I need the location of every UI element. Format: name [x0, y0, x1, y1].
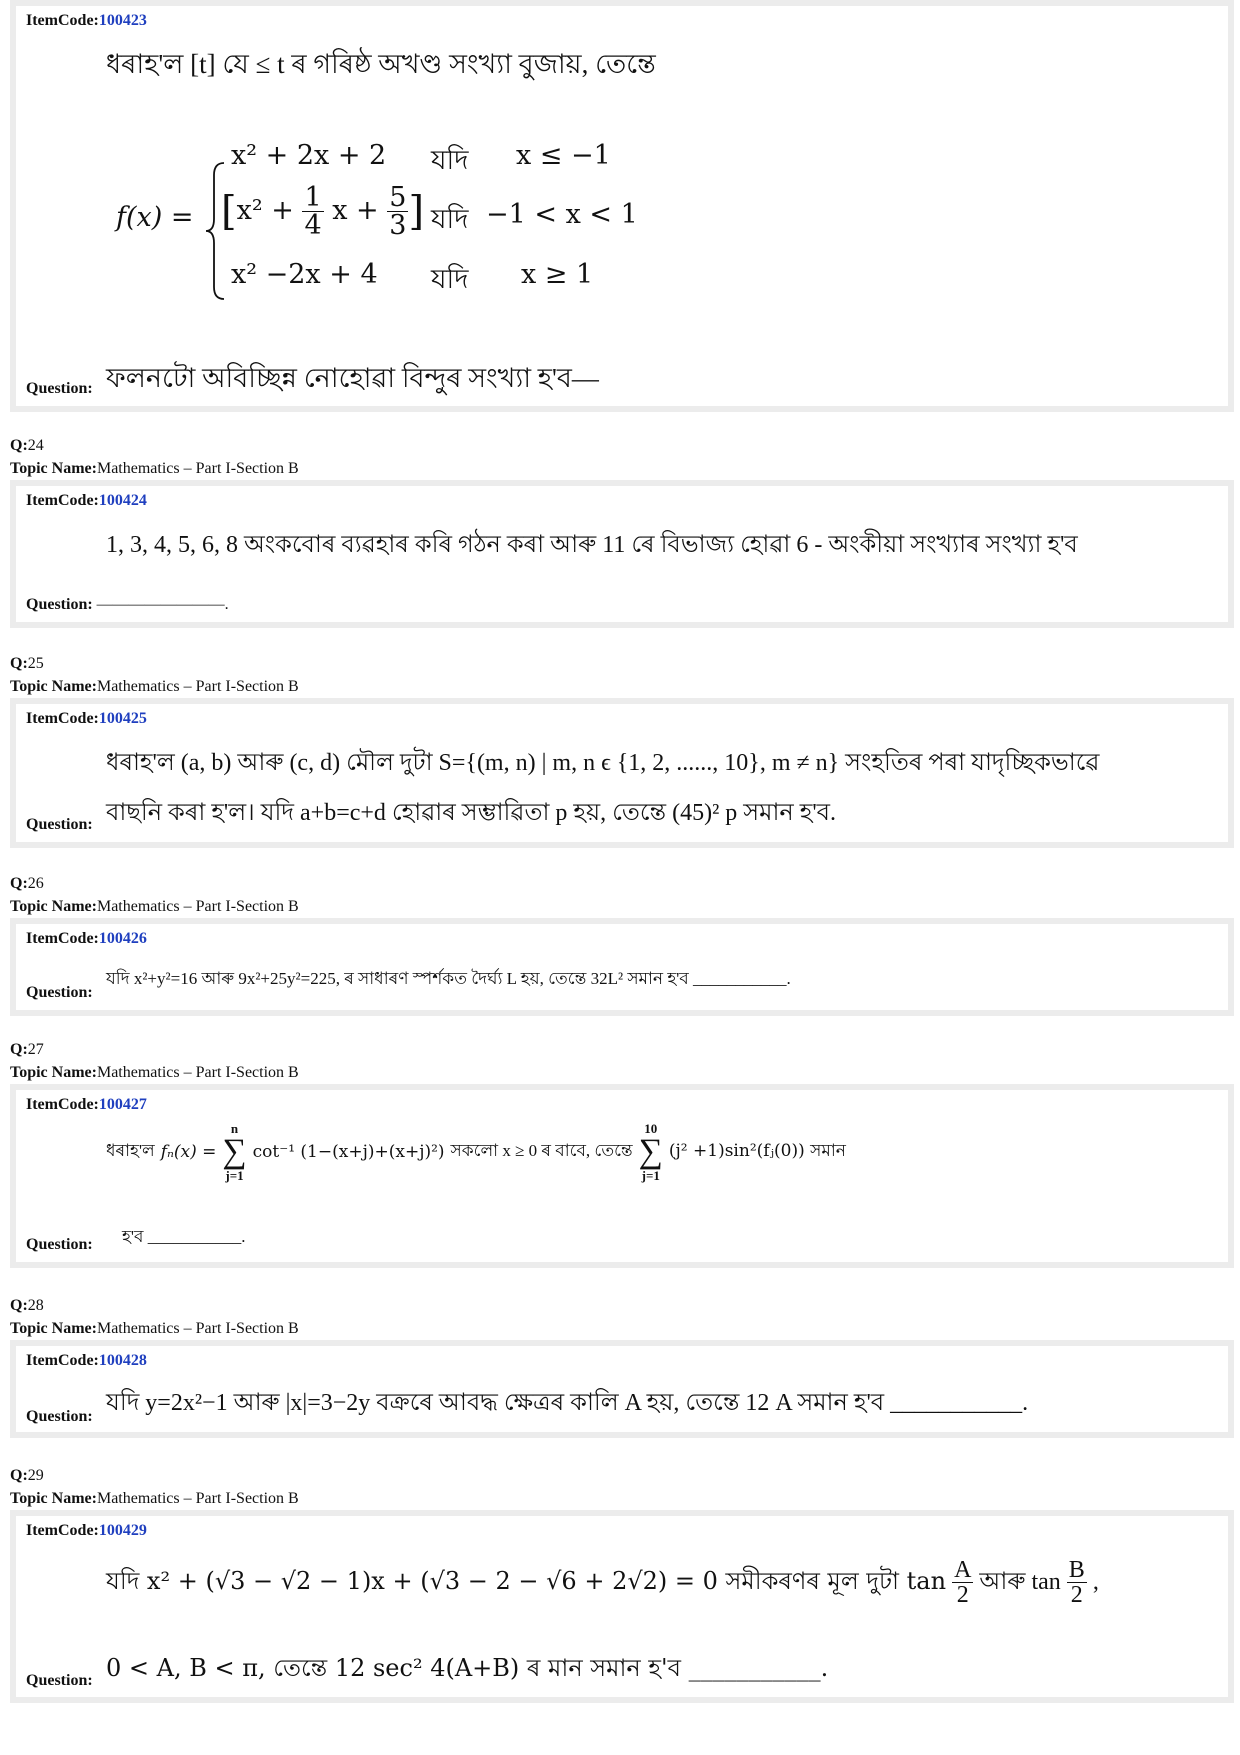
question-number: Q:26 [10, 875, 44, 892]
summation-2 [639, 1122, 663, 1182]
case-2-condition: −1 < x < 1 [486, 199, 638, 230]
question-text-line-1: ধৰাহ'ল (a, b) আৰু (c, d) মৌল দুটা S={(m, n) | m, n ϵ {1, 2, ......, 10}, m ≠ n} সংহতিৰ পৰা যাদৃচ্ছিকভাৱে [106, 750, 1100, 776]
frac-den: 3 [389, 210, 407, 241]
question-card-100426 [10, 918, 1234, 1016]
question-label: Question: ————————. [26, 596, 229, 613]
sigma-symbol: ∑ [222, 1133, 247, 1170]
question-text-line-2: 0 < A, B < π, তেন্তে 12 sec² 4(A+B) ৰ মান সমান হ'ব ___________. [106, 1654, 829, 1682]
trailing-comma: , [1092, 1569, 1099, 1595]
question-card-100428 [10, 1340, 1234, 1438]
question-label: Question: [26, 1672, 93, 1689]
item-code-line [26, 710, 147, 728]
sin-term: (j² +1)sin²(fⱼ(0)) সমান [668, 1141, 846, 1161]
case-1-condition: x ≤ −1 [516, 140, 611, 171]
question-text-line-1 [106, 1122, 846, 1182]
item-code-value: 100424 [98, 492, 147, 509]
item-code-label: ItemCode: [26, 930, 99, 947]
question-number: Q:25 [10, 655, 44, 672]
item-code-value: 100429 [98, 1522, 147, 1539]
sigma-symbol: ∑ [638, 1133, 663, 1170]
topic-name: Topic Name:Mathematics – Part I-Section B [10, 460, 299, 477]
frac-num: 5 [389, 182, 407, 213]
question-label: Question: [26, 984, 93, 1001]
cot-term: cot⁻¹ (1−(x+j)+(x+j)²) [252, 1142, 445, 1162]
sum-lower: j=1 [641, 1168, 660, 1183]
item-code-value: 100425 [98, 710, 147, 727]
fraction-five-thirds [387, 184, 408, 239]
topic-name: Topic Name:Mathematics – Part I-Section B [10, 1320, 299, 1337]
question-label: Question: [26, 1236, 93, 1253]
mid-text: সকলো x ≥ 0 ৰ বাবে, তেন্তে [450, 1141, 633, 1160]
item-code-label: ItemCode: [26, 492, 99, 509]
question-number: Q:24 [10, 437, 44, 454]
question-card-100427 [10, 1084, 1234, 1268]
question-number: Q:27 [10, 1041, 44, 1058]
item-code-value: 100428 [98, 1352, 147, 1369]
fraction-B-over-2 [1067, 1558, 1087, 1607]
case-2-pre: x² + [236, 195, 294, 226]
frac-num: A [954, 1557, 972, 1583]
item-code-value: 100427 [98, 1096, 147, 1113]
question-text-line-1: ধৰাহ'ল [t] যে ≤ t ৰ গৰিষ্ঠ অখণ্ড সংখ্যা বুজায়, তেন্তে [106, 49, 656, 79]
item-code-label: ItemCode: [26, 1352, 99, 1369]
frac-den: 4 [304, 210, 322, 241]
question-text-last-line: ফলনটো অবিচ্ছিন্ন নোহোৱা বিন্দুৰ সংখ্যা হ'ব— [106, 363, 599, 393]
question-text-line-2: হ'ব ___________. [122, 1227, 246, 1246]
summation-1 [222, 1122, 246, 1182]
answer-blank: ————————. [96, 596, 229, 613]
question-text-line-1: 1, 3, 4, 5, 6, 8 অংকবোৰ ব্যৱহাৰ কৰি গঠন কৰা আৰু 11 ৰে বিভাজ্য হোৱা 6 - অংকীয়া সংখ্যাৰ সংখ্যা হ'ব [106, 532, 1078, 558]
topic-name: Topic Name:Mathematics – Part I-Section B [10, 1490, 299, 1507]
case-1-expression: x² + 2x + 2 [231, 140, 387, 171]
case-3-expression: x² −2x + 4 [231, 259, 378, 290]
question-text-line-2: বাছনি কৰা হ'ল। যদি a+b=c+d হোৱাৰ সম্ভাৱিতা p হয়, তেন্তে (45)² p সমান হ'ব. [106, 800, 837, 826]
frac-num: 1 [304, 182, 322, 213]
item-code-label: ItemCode: [26, 12, 99, 29]
fn-definition: fₙ(x) = [160, 1142, 217, 1162]
question-label: Question: [26, 816, 93, 833]
question-card-100425 [10, 698, 1234, 848]
frac-den: 2 [1070, 1582, 1083, 1608]
case-2-mid: x + [332, 195, 379, 226]
question-card-100424 [10, 480, 1234, 628]
item-code-value: 100423 [98, 12, 147, 29]
topic-name: Topic Name:Mathematics – Part I-Section B [10, 898, 299, 915]
equation-text: যদি x² + (√3 − √2 − 1)x + (√3 − 2 − √6 + 2√2) = 0 সমীকৰণৰ মূল দুটা tan [106, 1566, 947, 1595]
question-text-line-1: যদি x²+y²=16 আৰু 9x²+25y²=225, ৰ সাধাৰণ স্পৰ্শকত দৈৰ্ঘ্য L হয়, তেন্তে 32L² সমান হ'ব ___________. [106, 969, 791, 988]
case-3-if: যদি [431, 264, 469, 294]
question-text-line-1 [106, 1558, 1099, 1607]
question-text-line-1: যদি y=2x²−1 আৰু |x|=3−2y বক্ৰৰে আবদ্ধ ক্ষেত্ৰৰ কালি A হয়, তেন্তে 12 A সমান হ'ব ___________. [106, 1390, 1029, 1416]
question-card-100429 [10, 1510, 1234, 1703]
item-code-value: 100426 [98, 930, 147, 947]
case-2-if: যদি [431, 204, 469, 234]
function-name: f(x) = [116, 202, 194, 233]
and-tan: আৰু tan [979, 1568, 1061, 1595]
item-code-label: ItemCode: [26, 1522, 99, 1539]
sum-upper: n [230, 1121, 239, 1136]
case-2-expression: [x² + $\frac{1}{4}$ x + $\frac{5}{3}$ ] [221, 182, 425, 241]
frac-den: 2 [956, 1582, 969, 1608]
item-code-line [26, 12, 147, 30]
item-code-line [26, 492, 147, 510]
fraction-A-over-2 [952, 1558, 973, 1607]
frac-num: B [1068, 1557, 1085, 1583]
item-code-line [26, 930, 147, 948]
case-3-condition: x ≥ 1 [521, 259, 594, 290]
fraction-one-quarter [302, 184, 323, 239]
lead-word: ধৰাহ'ল [106, 1141, 155, 1160]
item-code-line [26, 1096, 147, 1114]
item-code-label: ItemCode: [26, 1096, 99, 1113]
question-label: Question: [26, 380, 93, 397]
item-code-line [26, 1352, 147, 1370]
item-code-label: ItemCode: [26, 710, 99, 727]
question-number: Q:28 [10, 1297, 44, 1314]
item-code-line [26, 1522, 147, 1540]
question-number: Q:29 [10, 1467, 44, 1484]
sum-upper: 10 [644, 1121, 658, 1136]
question-card-100423 [10, 0, 1234, 412]
question-label: Question: [26, 1408, 93, 1425]
case-1-if: যদি [431, 145, 469, 175]
sum-lower: j=1 [225, 1168, 244, 1183]
topic-name: Topic Name:Mathematics – Part I-Section B [10, 678, 299, 695]
topic-name: Topic Name:Mathematics – Part I-Section B [10, 1064, 299, 1081]
